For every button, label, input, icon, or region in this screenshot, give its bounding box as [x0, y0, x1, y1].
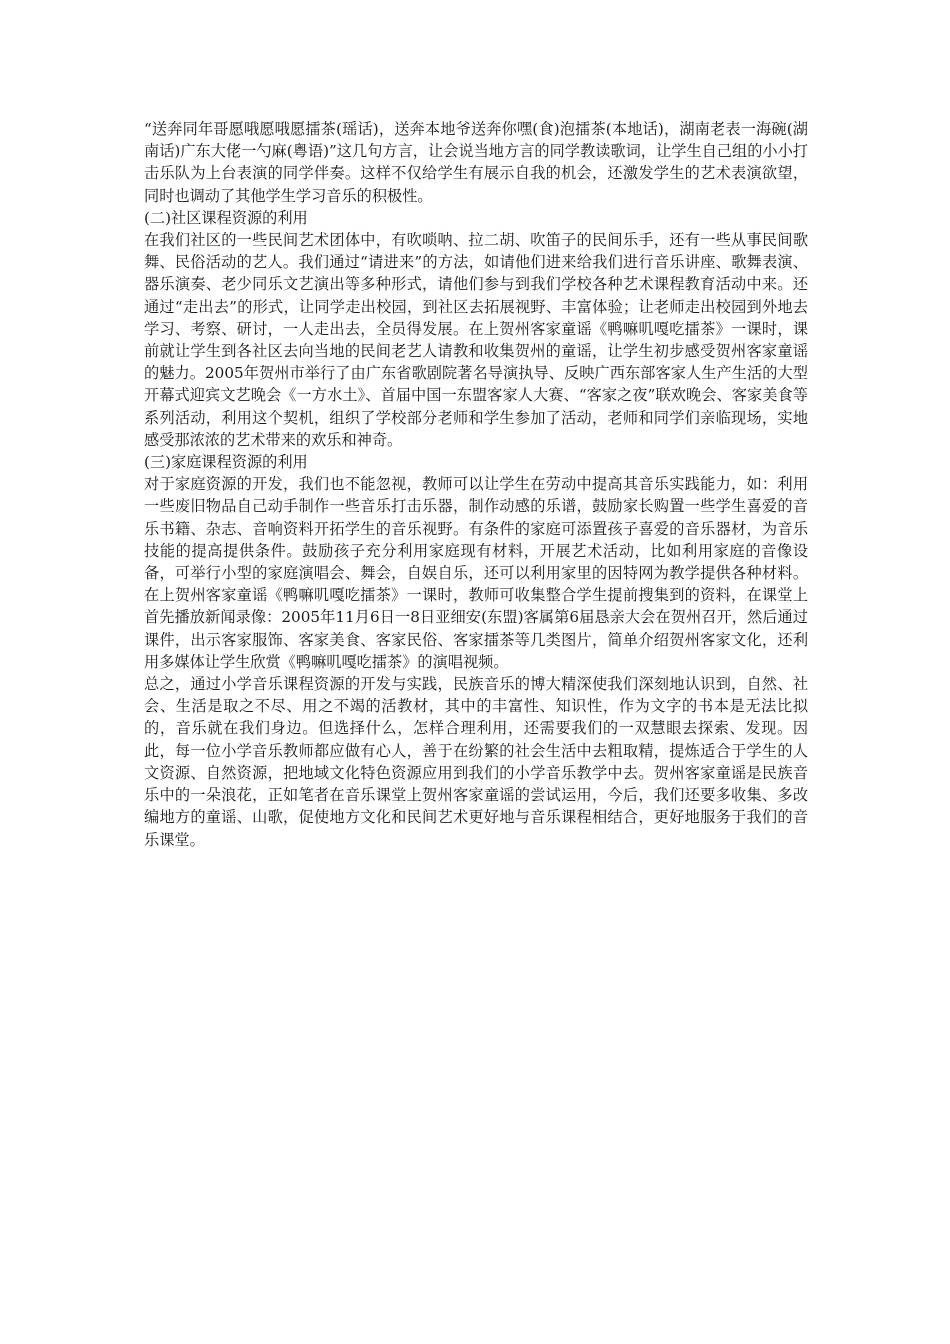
section-heading-community: (二)社区课程资源的利用 [144, 208, 308, 227]
paragraph-conclusion: 总之，通过小学音乐课程资源的开发与实践，民族音乐的博大精深使我们深刻地认识到，自然、社会、生活是取之不尽、用之不竭的活教材，其中的丰富性、知识性，作为文字的书本是无法比拟的，音乐就在我们身边。但选择什么，怎样合理利用，还需要我们的一双慧眼去探索、发现。因此，每一位小学音乐教师都应做有心人，善于在纷繁的社会生活中去粗取精，提炼适合于学生的人文资源、自然资源，把地域文化特色资源应用到我们的小学音乐教学中去。贺州客家童谣是民族音乐中的一朵浪花，正如笔者在音乐课堂上贺州客家童谣的尝试运用，今后，我们还要多收集、多改编地方的童谣、山歌，促使地方文化和民间艺术更好地与音乐课程相结合，更好地服务于我们的音乐课堂。 [144, 675, 808, 849]
paragraph-family-resources: 对于家庭资源的开发，我们也不能忽视，教师可以让学生在劳动中提高其音乐实践能力，如：利用一些废旧物品自己动手制作一些音乐打击乐器，制作动感的乐谱，鼓励家长购置一些学生喜爱的音乐书籍、杂志、音响资料开拓学生的音乐视野。有条件的家庭可添置孩子喜爱的音乐器材，为音乐技能的提高提供条件。鼓励孩子充分利用家庭现有材料，开展艺术活动，比如利用家庭的音像设备，可举行小型的家庭演唱会、舞会，自娱自乐，还可以利用家里的因特网为教学提供各种材料。在上贺州客家童谣《鸭嘛叽嘎吃擂茶》一课时，教师可收集整合学生提前搜集到的资料，在课堂上首先播放新闻录像：2005年11月6日一8日亚细安(东盟)客属第6届恳亲大会在贺州召开，然后通过课件，出示客家服饰、客家美食、客家民俗、客家擂茶等几类图片，简单介绍贺州客家文化，还利用多媒体让学生欣赏《鸭嘛叽嘎吃擂茶》的演唱视频。 [144, 475, 808, 671]
section-heading-family: (三)家庭课程资源的利用 [144, 453, 308, 472]
paragraph-dialect-lyrics: “送奔同年哥愿哦愿哦愿擂茶(瑶话)，送奔本地爷送奔你嘿(食)泡擂茶(本地话)，湖南老表一海碗(湖南话)广东大佬一勺麻(粤语)”这几句方言，让会说当地方言的同学教读歌词，让学生自己组的小小打击乐队为上台表演的同学伴奏。这样不仅给学生有展示自我的机会，还激发学生的艺术表演欲望，同时也调动了其他学生学习音乐的积极性。 [144, 120, 808, 205]
paragraph-community-resources: 在我们社区的一些民间艺术团体中，有吹唢呐、拉二胡、吹笛子的民间乐手，还有一些从事民间歌舞、民俗活动的艺人。我们通过“请进来”的方法，如请他们进来给我们进行音乐讲座、歌舞表演、器乐演奏、老少同乐文艺演出等多种形式，请他们参与到我们学校各种艺术课程教育活动中来。还通过“走出去”的形式，让同学走出校园，到社区去拓展视野、丰富体验；让老师走出校园到外地去学习、考察、研讨，一人走出去，全员得发展。在上贺州客家童谣《鸭嘛叽嘎吃擂茶》一课时，课前就让学生到各社区去向当地的民间老艺人请教和收集贺州的童谣，让学生初步感受贺州客家童谣的魅力。2005年贺州市举行了由广东省歌剧院著名导演执导、反映广西东部客家人生产生活的大型开幕式迎宾文艺晚会《一方水土》、首届中国一东盟客家人大赛、“客家之夜”联欢晚会、客家美食等系列活动，利用这个契机，组织了学校部分老师和学生参加了活动，老师和同学们亲临现场，实地感受那浓浓的艺术带来的欢乐和神奇。 [144, 231, 808, 449]
document-body [144, 118, 808, 851]
